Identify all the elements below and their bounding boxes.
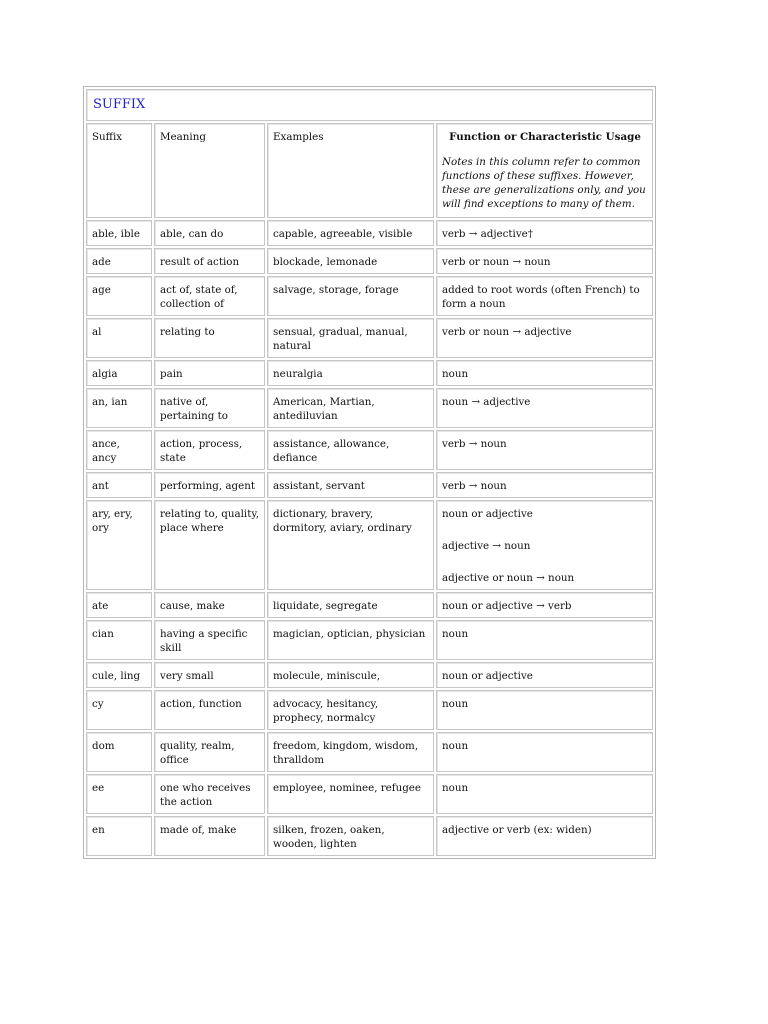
meaning-cell: relating to [154,318,265,358]
examples-cell: magician, optician, physician [267,620,434,660]
usage-cell [436,774,653,814]
table-row [86,388,653,428]
meaning-cell: one who receives the action [154,774,265,814]
usage-line: noun [442,782,469,794]
usage-cell [436,662,653,688]
meaning-cell: made of, make [154,816,265,856]
table-row [86,732,653,772]
usage-cell [436,500,653,590]
examples-cell: assistance, allowance, defiance [267,430,434,470]
usage-line: adjective or noun → noun [442,572,575,584]
suffix-cell: cy [86,690,152,730]
examples-cell: salvage, storage, forage [267,276,434,316]
header-examples: Examples [267,123,434,218]
table-row [86,662,653,688]
meaning-cell: action, function [154,690,265,730]
meaning-cell: native of, pertaining to [154,388,265,428]
meaning-cell: cause, make [154,592,265,618]
usage-line: noun [442,740,469,752]
usage-cell [436,220,653,246]
table-row [86,816,653,856]
header-meaning: Meaning [154,123,265,218]
table-row [86,220,653,246]
usage-cell [436,388,653,428]
usage-line: added to root words (often French) to form a noun [442,284,640,310]
examples-cell: American, Martian, antediluvian [267,388,434,428]
examples-cell: advocacy, hesitancy, prophecy, normalcy [267,690,434,730]
usage-cell [436,816,653,856]
usage-cell [436,430,653,470]
suffix-cell: age [86,276,152,316]
usage-line: noun [442,628,469,640]
suffix-cell: cule, ling [86,662,152,688]
suffix-cell: able, ible [86,220,152,246]
table-row [86,472,653,498]
examples-cell: employee, nominee, refugee [267,774,434,814]
meaning-cell: act of, state of, collection of [154,276,265,316]
table-row [86,248,653,274]
table-title: SUFFIX [86,89,653,121]
examples-cell: dictionary, bravery, dormitory, aviary, ordinary [267,500,434,590]
usage-line: verb or noun → adjective [442,326,572,338]
header-suffix: Suffix [86,123,152,218]
suffix-cell: ate [86,592,152,618]
table-row [86,500,653,590]
suffix-cell: an, ian [86,388,152,428]
examples-cell: freedom, kingdom, wisdom, thralldom [267,732,434,772]
table-row [86,690,653,730]
meaning-cell: result of action [154,248,265,274]
suffix-cell: ary, ery, ory [86,500,152,590]
usage-cell [436,248,653,274]
usage-line: verb or noun → noun [442,256,551,268]
table-row [86,318,653,358]
suffix-table [84,87,655,858]
meaning-cell: pain [154,360,265,386]
table-row [86,276,653,316]
usage-cell [436,318,653,358]
usage-cell [436,592,653,618]
meaning-cell: action, process, state [154,430,265,470]
title-row [86,89,653,121]
suffix-cell: ade [86,248,152,274]
meaning-cell: performing, agent [154,472,265,498]
usage-line: noun or adjective [442,670,533,682]
table-row [86,430,653,470]
suffix-cell: ee [86,774,152,814]
suffix-cell: ant [86,472,152,498]
examples-cell: blockade, lemonade [267,248,434,274]
usage-cell [436,276,653,316]
usage-line: noun or adjective → verb [442,600,572,612]
suffix-cell: algia [86,360,152,386]
suffix-document [83,86,656,859]
usage-line: adjective or verb (ex: widen) [442,824,592,836]
table-row [86,592,653,618]
table-row [86,620,653,660]
header-function [436,123,653,218]
header-function-title: Function or Characteristic Usage [449,131,641,143]
usage-line: noun [442,698,469,710]
usage-line: noun or adjective [442,508,533,520]
usage-line: verb → noun [442,480,507,492]
table-row [86,360,653,386]
usage-cell [436,472,653,498]
usage-line: noun [442,368,469,380]
meaning-cell: quality, realm, office [154,732,265,772]
examples-cell: liquidate, segregate [267,592,434,618]
examples-cell: molecule, miniscule, [267,662,434,688]
suffix-cell: en [86,816,152,856]
usage-cell [436,690,653,730]
meaning-cell: able, can do [154,220,265,246]
header-function-note: Notes in this column refer to common functions of these suffixes. However, these are generalizations only, and you will find exceptions to many of them. [442,156,646,210]
usage-cell [436,360,653,386]
meaning-cell: having a specific skill [154,620,265,660]
table-body [86,220,653,856]
meaning-cell: relating to, quality, place where [154,500,265,590]
suffix-cell: ance, ancy [86,430,152,470]
examples-cell: sensual, gradual, manual, natural [267,318,434,358]
examples-cell: silken, frozen, oaken, wooden, lighten [267,816,434,856]
examples-cell: assistant, servant [267,472,434,498]
usage-cell [436,620,653,660]
header-row [86,123,653,218]
examples-cell: capable, agreeable, visible [267,220,434,246]
suffix-cell: cian [86,620,152,660]
usage-line: adjective → noun [442,540,531,552]
suffix-cell: al [86,318,152,358]
usage-line: noun → adjective [442,396,531,408]
usage-line: verb → adjective† [442,228,533,240]
table-row [86,774,653,814]
meaning-cell: very small [154,662,265,688]
usage-cell [436,732,653,772]
usage-line: verb → noun [442,438,507,450]
examples-cell: neuralgia [267,360,434,386]
suffix-cell: dom [86,732,152,772]
